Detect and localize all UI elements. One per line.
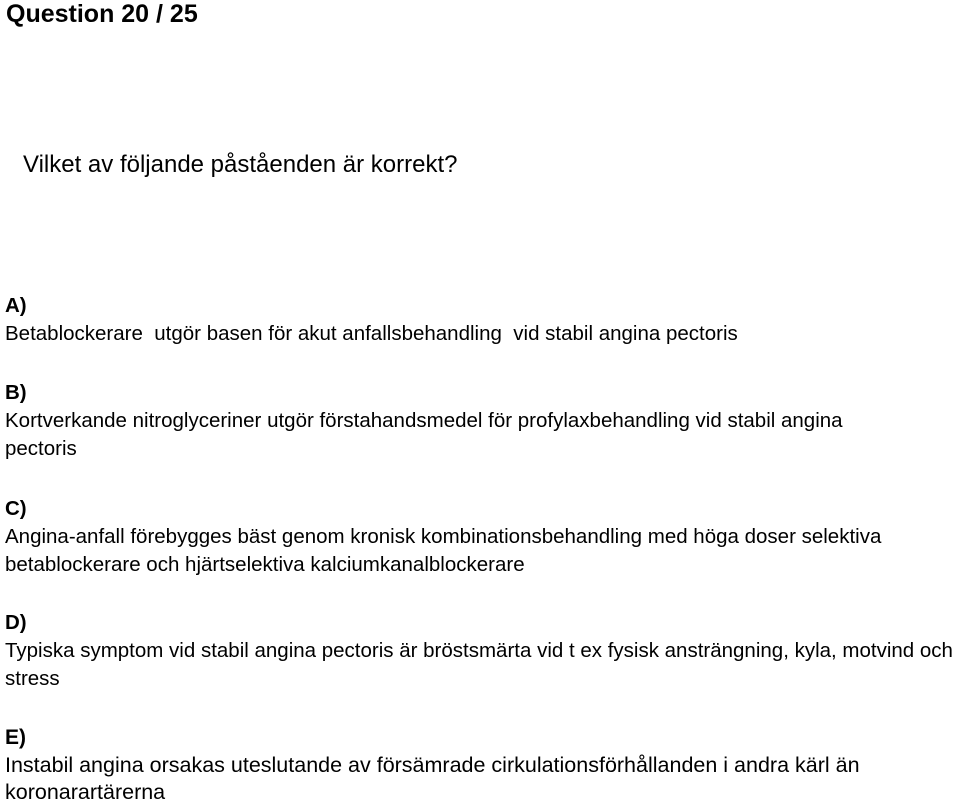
answer-option-b[interactable]	[5, 379, 960, 463]
option-text: Angina-anfall förebygges bäst genom kronisk kombinationsbehandling med höga doser selektiva betablockerare och hjärtselektiva kalciumkanalblockerare	[5, 525, 882, 576]
question-counter: Question 20 / 25	[6, 0, 198, 28]
answer-option-e[interactable]	[5, 724, 960, 806]
option-text: Typiska symptom vid stabil angina pectoris är bröstsmärta vid t ex fysisk ansträngning, kyla, motvind och stress	[5, 639, 953, 690]
option-letter: B)	[5, 381, 27, 404]
option-letter: A)	[5, 294, 27, 317]
option-text: Instabil angina orsakas uteslutande av försämrade cirkulationsförhållanden i andra kärl än koronarartärerna	[5, 753, 860, 804]
answer-option-c[interactable]	[5, 495, 960, 579]
option-text: Kortverkande nitroglyceriner utgör förstahandsmedel för profylaxbehandling vid stabil angina pectoris	[5, 409, 843, 460]
option-letter: D)	[5, 611, 27, 634]
option-letter: E)	[5, 726, 26, 749]
answer-option-a[interactable]	[5, 292, 960, 348]
option-letter: C)	[5, 497, 27, 520]
answer-option-d[interactable]	[5, 609, 960, 693]
option-text: Betablockerare utgör basen för akut anfallsbehandling vid stabil angina pectoris	[5, 322, 738, 345]
question-prompt: Vilket av följande påståenden är korrekt?	[23, 151, 458, 178]
